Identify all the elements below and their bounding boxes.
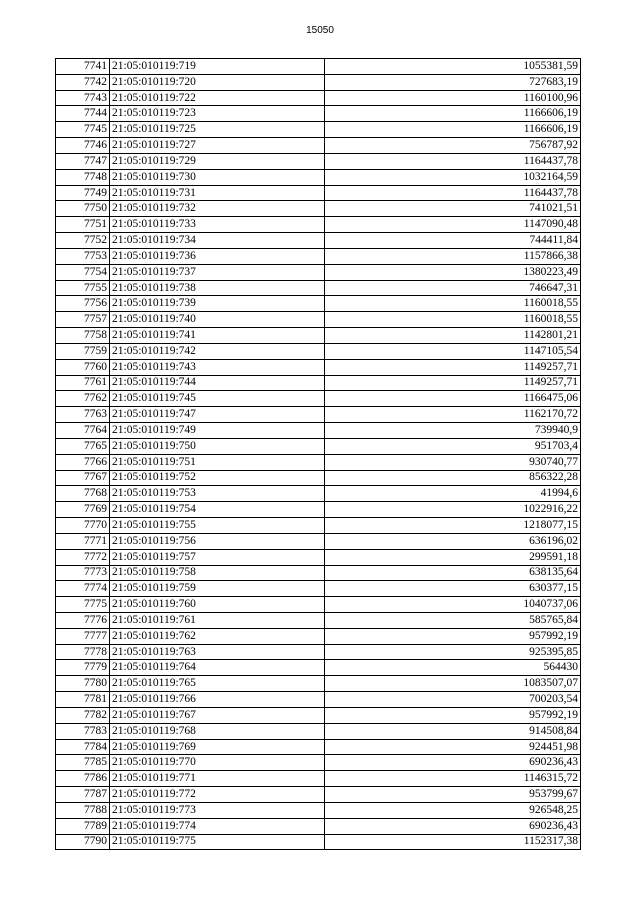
row-number-cell: 7769 — [56, 502, 110, 518]
cadastral-number-cell: 21:05:010119:756 — [110, 533, 325, 549]
table-row — [56, 106, 581, 122]
row-number-cell: 7765 — [56, 438, 110, 454]
table-row — [56, 280, 581, 296]
cadastral-number-cell: 21:05:010119:767 — [110, 707, 325, 723]
value-cell: 1146315,72 — [325, 771, 581, 787]
value-cell: 1166606,19 — [325, 122, 581, 138]
row-number-cell: 7778 — [56, 644, 110, 660]
value-cell: 564430 — [325, 660, 581, 676]
value-cell: 1022916,22 — [325, 502, 581, 518]
table-row — [56, 217, 581, 233]
table-row — [56, 723, 581, 739]
row-number-cell: 7773 — [56, 565, 110, 581]
value-cell: 914508,84 — [325, 723, 581, 739]
value-cell: 1164437,78 — [325, 185, 581, 201]
value-cell: 957992,19 — [325, 707, 581, 723]
cadastral-number-cell: 21:05:010119:759 — [110, 581, 325, 597]
table-row — [56, 597, 581, 613]
value-cell: 1147105,54 — [325, 343, 581, 359]
table-row — [56, 185, 581, 201]
table-row — [56, 486, 581, 502]
row-number-cell: 7749 — [56, 185, 110, 201]
table-row — [56, 169, 581, 185]
cadastral-number-cell: 21:05:010119:750 — [110, 438, 325, 454]
cadastral-number-cell: 21:05:010119:731 — [110, 185, 325, 201]
cadastral-number-cell: 21:05:010119:734 — [110, 233, 325, 249]
cadastral-number-cell: 21:05:010119:770 — [110, 755, 325, 771]
cadastral-number-cell: 21:05:010119:775 — [110, 834, 325, 850]
table-row — [56, 59, 581, 75]
value-cell: 1160018,55 — [325, 312, 581, 328]
value-cell: 1157866,38 — [325, 248, 581, 264]
table-row — [56, 755, 581, 771]
table-row — [56, 644, 581, 660]
table-row — [56, 787, 581, 803]
value-cell: 1032164,59 — [325, 169, 581, 185]
cadastral-number-cell: 21:05:010119:768 — [110, 723, 325, 739]
table-row — [56, 834, 581, 850]
cadastral-number-cell: 21:05:010119:769 — [110, 739, 325, 755]
table-row — [56, 802, 581, 818]
cadastral-number-cell: 21:05:010119:773 — [110, 802, 325, 818]
cadastral-number-cell: 21:05:010119:737 — [110, 264, 325, 280]
table-row — [56, 470, 581, 486]
row-number-cell: 7755 — [56, 280, 110, 296]
table-row — [56, 660, 581, 676]
value-cell: 700203,54 — [325, 692, 581, 708]
table-row — [56, 407, 581, 423]
row-number-cell: 7789 — [56, 818, 110, 834]
row-number-cell: 7766 — [56, 454, 110, 470]
cadastral-number-cell: 21:05:010119:723 — [110, 106, 325, 122]
row-number-cell: 7742 — [56, 74, 110, 90]
table-row — [56, 707, 581, 723]
table-row — [56, 454, 581, 470]
cadastral-number-cell: 21:05:010119:738 — [110, 280, 325, 296]
value-cell: 1152317,38 — [325, 834, 581, 850]
value-cell: 636196,02 — [325, 533, 581, 549]
cadastral-number-cell: 21:05:010119:741 — [110, 328, 325, 344]
value-cell: 299591,18 — [325, 549, 581, 565]
row-number-cell: 7754 — [56, 264, 110, 280]
table-row — [56, 312, 581, 328]
cadastral-number-cell: 21:05:010119:755 — [110, 518, 325, 534]
row-number-cell: 7753 — [56, 248, 110, 264]
registry-table — [55, 58, 581, 850]
cadastral-number-cell: 21:05:010119:730 — [110, 169, 325, 185]
value-cell: 585765,84 — [325, 612, 581, 628]
value-cell: 957992,19 — [325, 628, 581, 644]
row-number-cell: 7784 — [56, 739, 110, 755]
cadastral-number-cell: 21:05:010119:758 — [110, 565, 325, 581]
table-row — [56, 122, 581, 138]
cadastral-number-cell: 21:05:010119:729 — [110, 153, 325, 169]
table-row — [56, 612, 581, 628]
row-number-cell: 7774 — [56, 581, 110, 597]
value-cell: 930740,77 — [325, 454, 581, 470]
row-number-cell: 7751 — [56, 217, 110, 233]
row-number-cell: 7746 — [56, 138, 110, 154]
row-number-cell: 7752 — [56, 233, 110, 249]
cadastral-number-cell: 21:05:010119:761 — [110, 612, 325, 628]
value-cell: 1055381,59 — [325, 59, 581, 75]
row-number-cell: 7761 — [56, 375, 110, 391]
value-cell: 727683,19 — [325, 74, 581, 90]
cadastral-number-cell: 21:05:010119:725 — [110, 122, 325, 138]
table-row — [56, 565, 581, 581]
cadastral-number-cell: 21:05:010119:720 — [110, 74, 325, 90]
table-row — [56, 233, 581, 249]
table-row — [56, 502, 581, 518]
cadastral-number-cell: 21:05:010119:766 — [110, 692, 325, 708]
value-cell: 856322,28 — [325, 470, 581, 486]
value-cell: 690236,43 — [325, 755, 581, 771]
row-number-cell: 7777 — [56, 628, 110, 644]
value-cell: 1160018,55 — [325, 296, 581, 312]
row-number-cell: 7790 — [56, 834, 110, 850]
table-row — [56, 676, 581, 692]
row-number-cell: 7760 — [56, 359, 110, 375]
cadastral-number-cell: 21:05:010119:732 — [110, 201, 325, 217]
row-number-cell: 7772 — [56, 549, 110, 565]
row-number-cell: 7762 — [56, 391, 110, 407]
table-row — [56, 153, 581, 169]
value-cell: 1149257,71 — [325, 359, 581, 375]
value-cell: 746647,31 — [325, 280, 581, 296]
table-row — [56, 138, 581, 154]
table-row — [56, 328, 581, 344]
row-number-cell: 7764 — [56, 423, 110, 439]
value-cell: 739940,9 — [325, 423, 581, 439]
cadastral-number-cell: 21:05:010119:722 — [110, 90, 325, 106]
cadastral-number-cell: 21:05:010119:762 — [110, 628, 325, 644]
cadastral-number-cell: 21:05:010119:749 — [110, 423, 325, 439]
row-number-cell: 7781 — [56, 692, 110, 708]
value-cell: 756787,92 — [325, 138, 581, 154]
cadastral-number-cell: 21:05:010119:745 — [110, 391, 325, 407]
value-cell: 1164437,78 — [325, 153, 581, 169]
table-row — [56, 628, 581, 644]
row-number-cell: 7776 — [56, 612, 110, 628]
table-row — [56, 201, 581, 217]
row-number-cell: 7745 — [56, 122, 110, 138]
value-cell: 1166606,19 — [325, 106, 581, 122]
row-number-cell: 7788 — [56, 802, 110, 818]
value-cell: 1149257,71 — [325, 375, 581, 391]
table-row — [56, 296, 581, 312]
cadastral-number-cell: 21:05:010119:751 — [110, 454, 325, 470]
cadastral-number-cell: 21:05:010119:760 — [110, 597, 325, 613]
cadastral-number-cell: 21:05:010119:727 — [110, 138, 325, 154]
table-row — [56, 74, 581, 90]
table-row — [56, 90, 581, 106]
table-row — [56, 375, 581, 391]
row-number-cell: 7775 — [56, 597, 110, 613]
row-number-cell: 7758 — [56, 328, 110, 344]
table-row — [56, 581, 581, 597]
value-cell: 741021,51 — [325, 201, 581, 217]
row-number-cell: 7744 — [56, 106, 110, 122]
value-cell: 926548,25 — [325, 802, 581, 818]
cadastral-number-cell: 21:05:010119:764 — [110, 660, 325, 676]
value-cell: 951703,4 — [325, 438, 581, 454]
cadastral-number-cell: 21:05:010119:739 — [110, 296, 325, 312]
value-cell: 690236,43 — [325, 818, 581, 834]
row-number-cell: 7783 — [56, 723, 110, 739]
cadastral-number-cell: 21:05:010119:733 — [110, 217, 325, 233]
page-number: 15050 — [306, 25, 334, 36]
cadastral-number-cell: 21:05:010119:736 — [110, 248, 325, 264]
table-row — [56, 264, 581, 280]
row-number-cell: 7782 — [56, 707, 110, 723]
value-cell: 1142801,21 — [325, 328, 581, 344]
row-number-cell: 7787 — [56, 787, 110, 803]
table-row — [56, 518, 581, 534]
value-cell: 638135,64 — [325, 565, 581, 581]
value-cell: 1380223,49 — [325, 264, 581, 280]
table-row — [56, 438, 581, 454]
cadastral-number-cell: 21:05:010119:753 — [110, 486, 325, 502]
cadastral-number-cell: 21:05:010119:754 — [110, 502, 325, 518]
cadastral-number-cell: 21:05:010119:719 — [110, 59, 325, 75]
cadastral-number-cell: 21:05:010119:742 — [110, 343, 325, 359]
value-cell: 924451,98 — [325, 739, 581, 755]
row-number-cell: 7770 — [56, 518, 110, 534]
cadastral-number-cell: 21:05:010119:763 — [110, 644, 325, 660]
table-row — [56, 391, 581, 407]
value-cell: 1040737,06 — [325, 597, 581, 613]
row-number-cell: 7748 — [56, 169, 110, 185]
table-row — [56, 549, 581, 565]
row-number-cell: 7747 — [56, 153, 110, 169]
table-row — [56, 248, 581, 264]
value-cell: 925395,85 — [325, 644, 581, 660]
table-row — [56, 343, 581, 359]
row-number-cell: 7757 — [56, 312, 110, 328]
cadastral-number-cell: 21:05:010119:743 — [110, 359, 325, 375]
cadastral-number-cell: 21:05:010119:747 — [110, 407, 325, 423]
cadastral-number-cell: 21:05:010119:757 — [110, 549, 325, 565]
table-row — [56, 739, 581, 755]
table-row — [56, 359, 581, 375]
value-cell: 630377,15 — [325, 581, 581, 597]
value-cell: 953799,67 — [325, 787, 581, 803]
row-number-cell: 7750 — [56, 201, 110, 217]
table-row — [56, 771, 581, 787]
table-row — [56, 533, 581, 549]
table-row — [56, 692, 581, 708]
value-cell: 1160100,96 — [325, 90, 581, 106]
row-number-cell: 7786 — [56, 771, 110, 787]
row-number-cell: 7779 — [56, 660, 110, 676]
value-cell: 1166475,06 — [325, 391, 581, 407]
table-row — [56, 818, 581, 834]
cadastral-number-cell: 21:05:010119:774 — [110, 818, 325, 834]
cadastral-number-cell: 21:05:010119:765 — [110, 676, 325, 692]
row-number-cell: 7767 — [56, 470, 110, 486]
cadastral-number-cell: 21:05:010119:740 — [110, 312, 325, 328]
row-number-cell: 7768 — [56, 486, 110, 502]
row-number-cell: 7743 — [56, 90, 110, 106]
row-number-cell: 7759 — [56, 343, 110, 359]
row-number-cell: 7763 — [56, 407, 110, 423]
cadastral-number-cell: 21:05:010119:772 — [110, 787, 325, 803]
cadastral-number-cell: 21:05:010119:771 — [110, 771, 325, 787]
table-row — [56, 423, 581, 439]
row-number-cell: 7785 — [56, 755, 110, 771]
row-number-cell: 7756 — [56, 296, 110, 312]
row-number-cell: 7771 — [56, 533, 110, 549]
row-number-cell: 7780 — [56, 676, 110, 692]
cadastral-number-cell: 21:05:010119:744 — [110, 375, 325, 391]
cadastral-number-cell: 21:05:010119:752 — [110, 470, 325, 486]
value-cell: 1162170,72 — [325, 407, 581, 423]
value-cell: 744411,84 — [325, 233, 581, 249]
row-number-cell: 7741 — [56, 59, 110, 75]
value-cell: 41994,6 — [325, 486, 581, 502]
value-cell: 1083507,07 — [325, 676, 581, 692]
value-cell: 1218077,15 — [325, 518, 581, 534]
value-cell: 1147090,48 — [325, 217, 581, 233]
registry-table-body — [56, 59, 581, 850]
